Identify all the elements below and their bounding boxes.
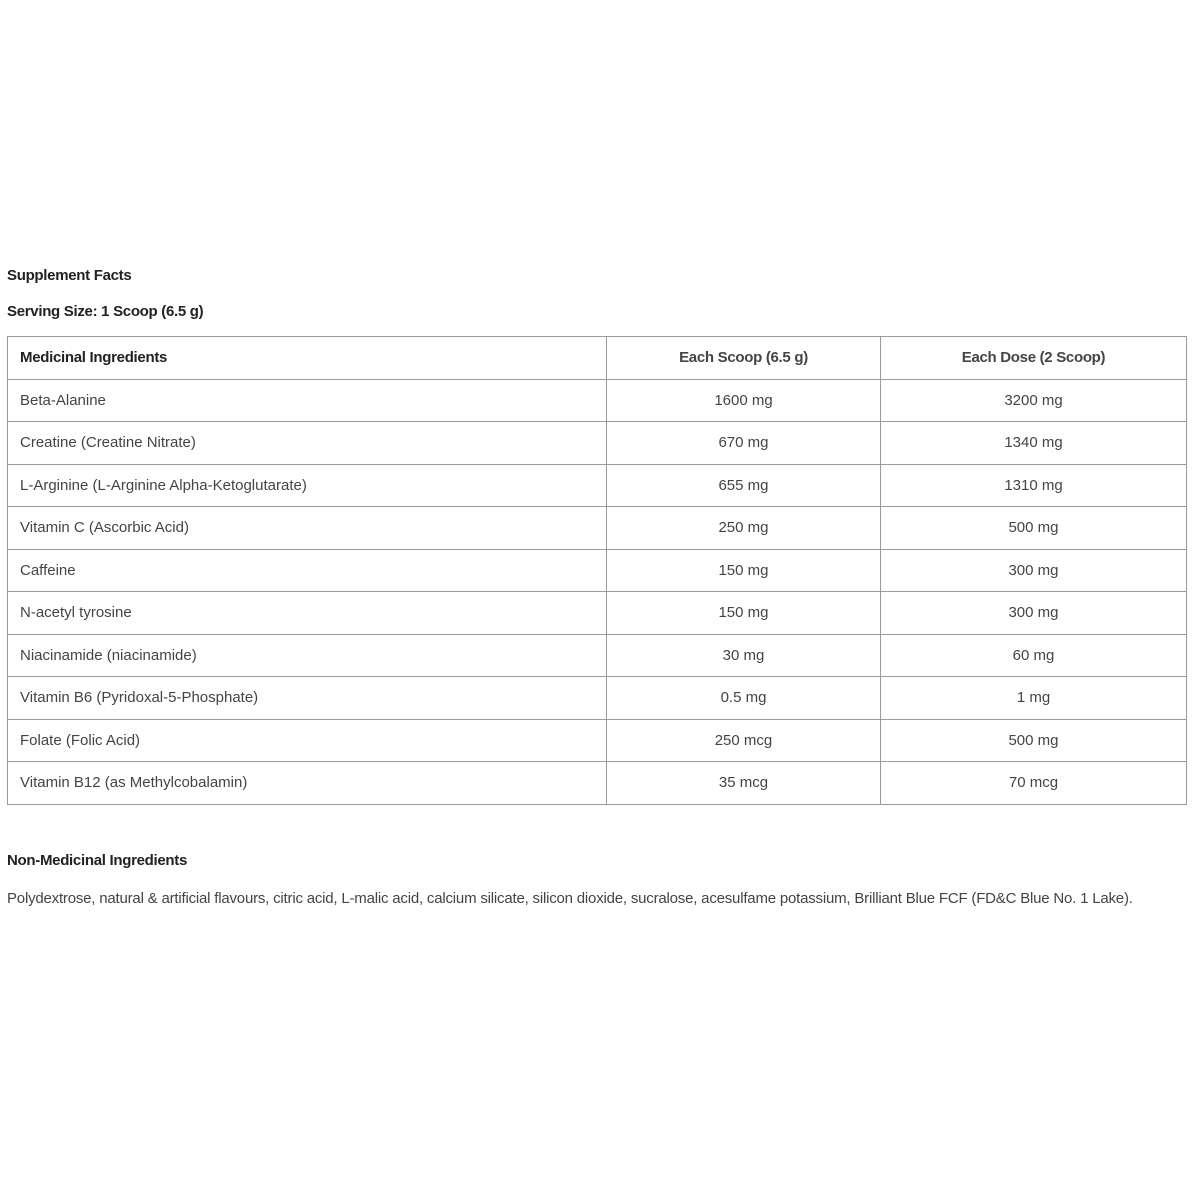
each-dose-cell: 500 mg [881, 719, 1187, 762]
each-scoop-cell: 0.5 mg [607, 677, 881, 720]
ingredient-cell: Vitamin C (Ascorbic Acid) [8, 507, 607, 550]
table-header-row [8, 337, 1187, 380]
each-dose-cell: 1340 mg [881, 422, 1187, 465]
each-dose-cell: 70 mcg [881, 762, 1187, 805]
each-scoop-cell: 250 mcg [607, 719, 881, 762]
ingredient-cell: Folate (Folic Acid) [8, 719, 607, 762]
each-scoop-cell: 1600 mg [607, 379, 881, 422]
table-row [8, 762, 1187, 805]
each-scoop-cell: 30 mg [607, 634, 881, 677]
table-row [8, 719, 1187, 762]
page-title: Supplement Facts [7, 267, 132, 284]
column-header: Each Scoop (6.5 g) [607, 337, 881, 380]
ingredient-cell: N-acetyl tyrosine [8, 592, 607, 635]
ingredient-cell: Beta-Alanine [8, 379, 607, 422]
each-scoop-cell: 670 mg [607, 422, 881, 465]
table-row [8, 379, 1187, 422]
table-row [8, 677, 1187, 720]
serving-size: Serving Size: 1 Scoop (6.5 g) [7, 303, 204, 320]
ingredient-cell: Niacinamide (niacinamide) [8, 634, 607, 677]
table-row [8, 507, 1187, 550]
each-dose-cell: 1 mg [881, 677, 1187, 720]
column-header: Medicinal Ingredients [8, 337, 607, 380]
table-row [8, 422, 1187, 465]
each-dose-cell: 60 mg [881, 634, 1187, 677]
supplement-facts-table [7, 336, 1187, 805]
each-scoop-cell: 655 mg [607, 464, 881, 507]
non-medicinal-heading: Non-Medicinal Ingredients [7, 852, 188, 869]
each-dose-cell: 500 mg [881, 507, 1187, 550]
ingredient-cell: Vitamin B6 (Pyridoxal-5-Phosphate) [8, 677, 607, 720]
each-dose-cell: 3200 mg [881, 379, 1187, 422]
ingredient-cell: Vitamin B12 (as Methylcobalamin) [8, 762, 607, 805]
ingredient-cell: Caffeine [8, 549, 607, 592]
table-row [8, 549, 1187, 592]
non-medicinal-text: Polydextrose, natural & artificial flavours, citric acid, L-malic acid, calcium silicate, silicon dioxide, sucralose, acesulfame potassium, Brilliant Blue FCF (FD&C Blue No. 1 Lake). [7, 890, 1133, 907]
each-dose-cell: 300 mg [881, 592, 1187, 635]
ingredient-cell: Creatine (Creatine Nitrate) [8, 422, 607, 465]
each-dose-cell: 300 mg [881, 549, 1187, 592]
table-row [8, 634, 1187, 677]
ingredient-cell: L-Arginine (L-Arginine Alpha-Ketoglutarate) [8, 464, 607, 507]
each-scoop-cell: 250 mg [607, 507, 881, 550]
table-row [8, 464, 1187, 507]
each-scoop-cell: 150 mg [607, 592, 881, 635]
each-scoop-cell: 35 mcg [607, 762, 881, 805]
column-header: Each Dose (2 Scoop) [881, 337, 1187, 380]
table-row [8, 592, 1187, 635]
each-scoop-cell: 150 mg [607, 549, 881, 592]
each-dose-cell: 1310 mg [881, 464, 1187, 507]
